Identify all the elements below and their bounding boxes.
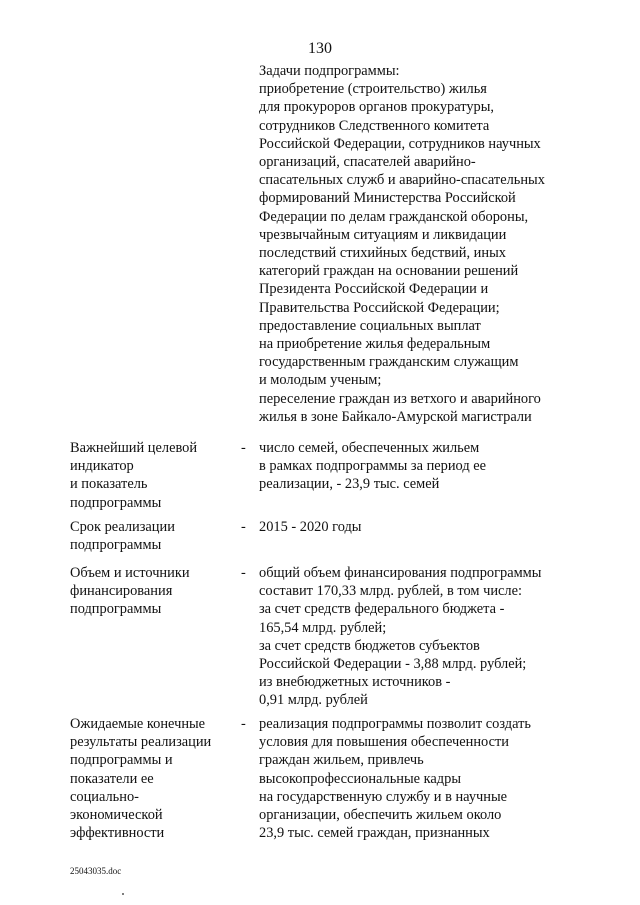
value-line: за счет средств бюджетов субъектов — [259, 637, 480, 654]
label-line: показатели ее — [70, 770, 154, 787]
tasks-line: чрезвычайным ситуациям и ликвидации — [259, 226, 507, 243]
scan-speck — [122, 893, 124, 895]
label-line: финансирования — [70, 583, 173, 600]
value-line: составит 170,33 млрд. рублей, в том числе: — [259, 583, 522, 600]
label-line: социально- — [70, 788, 139, 805]
row-dash: - — [241, 716, 246, 732]
value-line: 165,54 млрд. рублей; — [259, 619, 387, 636]
tasks-line: государственным гражданским служащим — [259, 354, 519, 371]
tasks-block — [259, 62, 545, 426]
value-line: реализации, - 23,9 тыс. семей — [259, 476, 440, 493]
label-line: подпрограммы и — [70, 752, 173, 769]
label-line: Важнейший целевой — [70, 440, 198, 456]
value-line: из внебюджетных источников - — [259, 674, 451, 691]
value-line: 23,9 тыс. семей граждан, признанных — [259, 825, 490, 842]
label-line: эффективности — [70, 825, 165, 842]
value-line: общий объем финансирования подпрограммы — [259, 565, 542, 581]
tasks-line: для прокуроров органов прокуратуры, — [259, 99, 494, 116]
tasks-line: предоставление социальных выплат — [259, 317, 481, 334]
value-line: высокопрофессиональные кадры — [259, 770, 461, 787]
tasks-line: сотрудников Следственного комитета — [259, 117, 490, 134]
value-line: Российской Федерации - 3,88 млрд. рублей; — [259, 656, 527, 673]
footer-filename: 25043035.doc — [70, 866, 122, 876]
row-dash: - — [241, 440, 246, 456]
row-label — [70, 518, 175, 554]
tasks-line: Российской Федерации, сотрудников научных — [259, 135, 541, 152]
tasks-line: на приобретение жилья федеральным — [259, 336, 491, 353]
label-line: и показатель — [70, 476, 148, 493]
tasks-line: и молодым ученым; — [259, 372, 382, 389]
tasks-line: Президента Российской Федерации и — [259, 281, 489, 298]
tasks-line: переселение граждан из ветхого и аварийного — [259, 390, 541, 407]
row-label — [70, 564, 190, 619]
label-line: результаты реализации — [70, 734, 212, 751]
value-line: граждан жильем, привлечь — [259, 752, 424, 769]
row-value — [259, 715, 531, 842]
tasks-line: категорий граждан на основании решений — [259, 263, 519, 280]
label-line: индикатор — [70, 458, 134, 475]
tasks-line: Правительства Российской Федерации; — [259, 299, 500, 316]
value-line: 0,91 млрд. рублей — [259, 692, 368, 709]
row-label — [70, 715, 211, 842]
value-line: организации, обеспечить жильем около — [259, 807, 502, 824]
tasks-line: Федерации по делам гражданской обороны, — [259, 208, 529, 225]
tasks-line: приобретение (строительство) жилья — [259, 81, 487, 98]
label-line: экономической — [70, 807, 163, 824]
label-line: Срок реализации — [70, 519, 175, 535]
label-line: Ожидаемые конечные — [70, 716, 206, 732]
value-line: число семей, обеспеченных жильем — [259, 440, 480, 456]
value-line: в рамках подпрограммы за период ее — [259, 458, 487, 475]
value-line: 2015 - 2020 годы — [259, 519, 362, 535]
row-dash: - — [241, 565, 246, 581]
tasks-line: формирований Министерства Российской — [259, 190, 516, 207]
row-dash: - — [241, 519, 246, 535]
tasks-line: последствий стихийных бедствий, иных — [259, 245, 506, 262]
value-line: реализация подпрограммы позволит создать — [259, 716, 531, 732]
value-line: за счет средств федерального бюджета - — [259, 601, 505, 618]
row-label — [70, 439, 197, 512]
page-number: 130 — [308, 40, 332, 57]
row-value — [259, 564, 541, 710]
value-line: на государственную службу и в научные — [259, 788, 508, 805]
tasks-line: Задачи подпрограммы: — [259, 63, 400, 79]
tasks-line: организаций, спасателей аварийно- — [259, 154, 476, 171]
label-line: Объем и источники — [70, 565, 190, 581]
tasks-line: жилья в зоне Байкало-Амурской магистрали — [259, 408, 532, 425]
row-value — [259, 439, 486, 494]
row-value — [259, 518, 361, 536]
value-line: условия для повышения обеспеченности — [259, 734, 509, 751]
tasks-line: спасательных служб и аварийно-спасательных — [259, 172, 545, 189]
label-line: подпрограммы — [70, 494, 162, 511]
label-line: подпрограммы — [70, 537, 162, 554]
label-line: подпрограммы — [70, 601, 162, 618]
